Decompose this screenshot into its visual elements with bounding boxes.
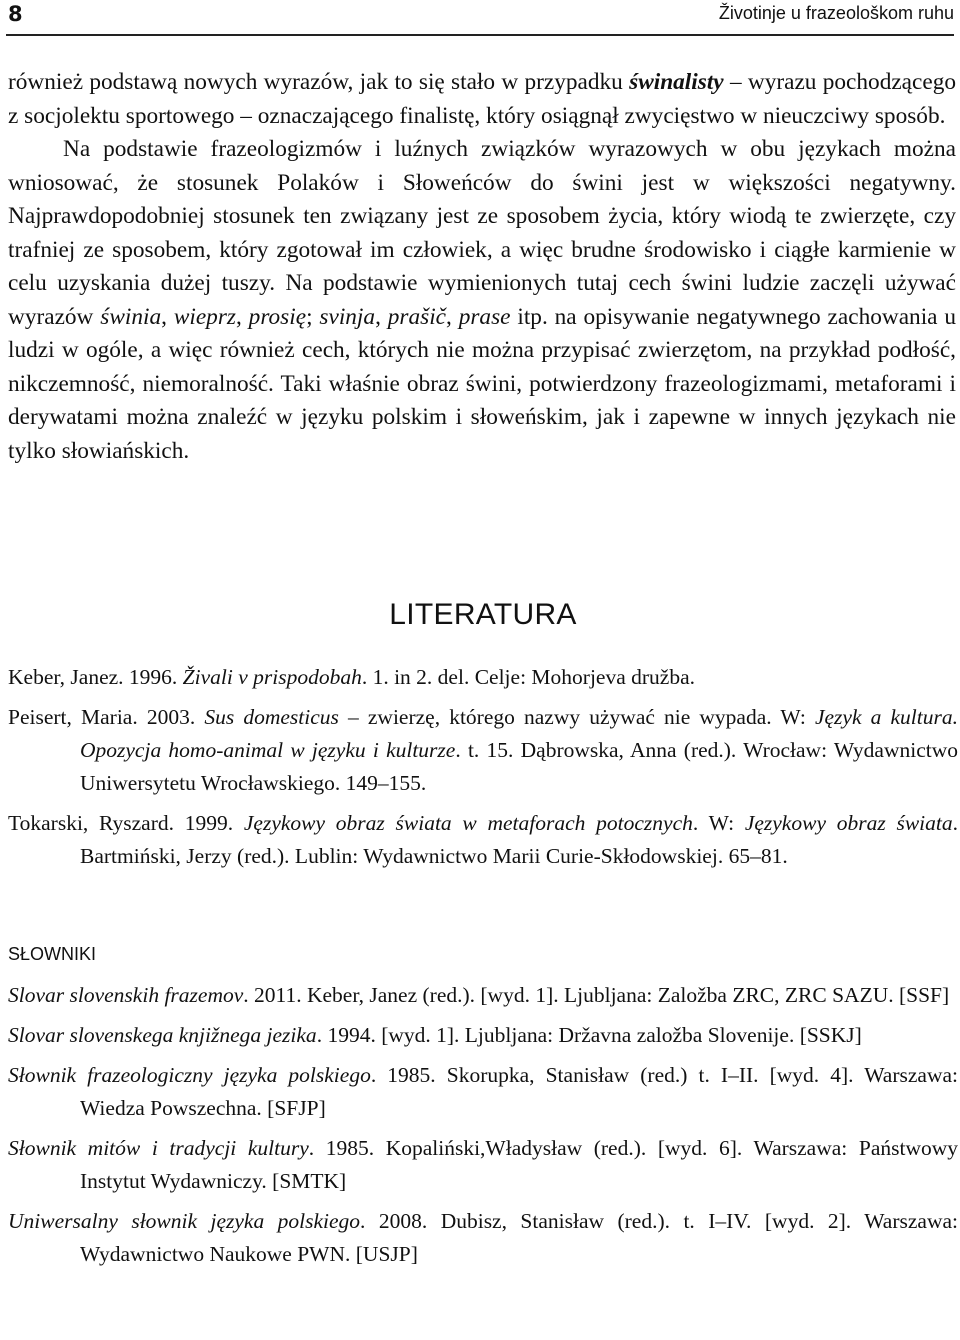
italic-term: svinja (319, 303, 376, 330)
dictionary-list (8, 979, 958, 1278)
section-title-literatura: LITERATURA (389, 598, 577, 631)
literature-list (8, 661, 958, 880)
italic-term: prase (458, 303, 511, 330)
reference-entry: Tokarski, Ryszard. 1999. Językowy obraz świata w metaforach potocznych. W: Językowy obraz świata. Bartmiński, Jerzy (red.). Lublin: Wydawnictwo Marii Curie-Skłodowskiej. 65–81. (8, 811, 958, 868)
body-text (8, 66, 956, 468)
text-run: itp. na opisywanie negatywnego zachowania u ludzi w ogóle, a więc również cech, których nie można przypisać zwierzętom, na przykład podłość, nikczemność, niemoralność. Taki właśnie obraz świni, potwierdzony frazeologizmami, metaforami i derywatami można znaleźć w języku polskim i słoweńskim, jak i zapewne w innych językach nie tylko słowiańskich. (8, 303, 957, 464)
reference-entry: Uniwersalny słownik języka polskiego. 2008. Dubisz, Stanisław (red.). t. I–IV. [wyd. 2]. Warszawa: Wydawnictwo Naukowe PWN. [USJP] (8, 1209, 959, 1266)
italic-term: świnia (100, 303, 162, 330)
reference-entry: Keber, Janez. 1996. Živali v prispodobah. 1. in 2. del. Celje: Mohorjeva družba. (8, 665, 695, 689)
text-run: Na podstawie frazeologizmów i luźnych związków wyrazowych w obu językach można wniosować, że stosunek Polaków i Słoweńców do świni jest w większości negatywny. Najprawdopodobniej stosunek ten związany jest ze sposobem życia, który wiodą te zwierzęte, czy trafniej ze sposobem, który zgotował im człowiek, a więc brudne środowisko i ciągłe karmienie w celu uzyskania dużej tuszy. Na podstawie wymienionych tutaj cech świni ludzie zaczęli używać wyrazów (8, 136, 956, 330)
text-run: – wyrazu pochodzącego z socjolektu sportowego – oznaczającego finalistę, który osiągnął zwycięstwo w nieuczciwy sposób. (8, 69, 956, 129)
text-run: , (375, 303, 388, 330)
section-title-slowniki: SŁOWNIKI (8, 944, 97, 964)
text-run: , (235, 303, 249, 330)
running-title: Životinje u frazeološkom ruhu (718, 3, 954, 23)
italic-term: prašič (387, 303, 447, 330)
reference-entry: Słownik mitów i tradycji kultury. 1985. Kopaliński,Władysław (red.). [wyd. 6]. Warszawa: Państwowy Instytut Wydawniczy. [SMTK] (8, 1136, 959, 1193)
text-run: , (446, 303, 459, 330)
reference-entry: Słownik frazeologiczny języka polskiego. 1985. Skorupka, Stanisław (red.) t. I–II. [wyd. 4]. Warszawa: Wiedza Powszechna. [SFJP] (8, 1063, 958, 1120)
page-number: 8 (8, 2, 23, 26)
italic-term: prosię (248, 303, 307, 330)
text-run: ; (306, 303, 320, 330)
page-header (6, 0, 954, 36)
paragraph (8, 66, 956, 133)
reference-entry: Slovar slovenskega knjižnega jezika. 1994. [wyd. 1]. Ljubljana: Državna založba Slovenije. [SSKJ] (8, 1023, 862, 1047)
text-run: , (161, 303, 174, 330)
text-run: również podstawą nowych wyrazów, jak to się stało w przypadku (8, 69, 630, 95)
reference-entry: Peisert, Maria. 2003. Sus domesticus – zwierzę, którego nazwy używać nie wypada. W: Język a kultura. Opozycja homo-animal w języku i kulturze. t. 15. Dąbrowska, Anna (red.). Wrocław: Wydawnictwo Uniwersytetu Wrocławskiego. 149–155. (8, 705, 958, 795)
reference-entry: Slovar slovenskih frazemov. 2011. Keber, Janez (red.). [wyd. 1]. Ljubljana: Založba ZRC, ZRC SAZU. [SSF] (8, 983, 950, 1007)
emphasized-term: świnalisty (629, 69, 724, 95)
paragraph (8, 133, 956, 468)
italic-term: wieprz (173, 303, 236, 330)
